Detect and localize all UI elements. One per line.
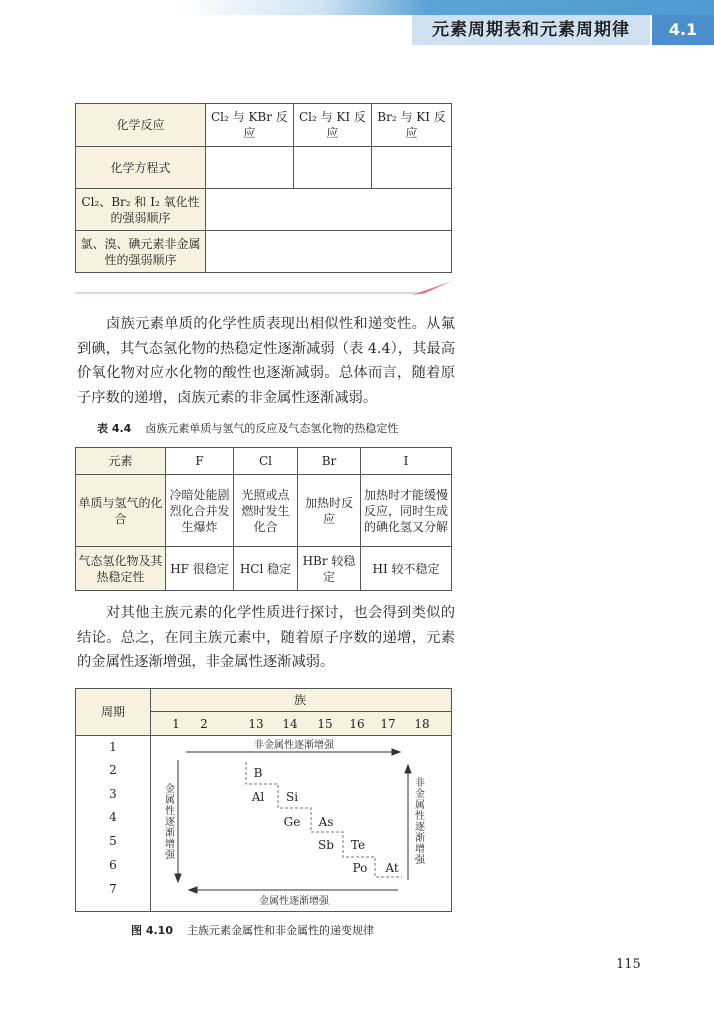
table-cell: HBr 较稳定 [298,547,361,591]
group-number: 15 [317,717,333,731]
group-number: 2 [200,717,208,731]
period-number: 5 [109,834,117,848]
row-label: Cl₂、Br₂ 和 I₂ 氧化性的强弱顺序 [76,189,206,231]
row-label: 气态氢化物及其热稳定性 [76,547,166,591]
table-header: I [361,448,452,475]
table-cell: 光照或点燃时发生化合 [234,475,298,547]
table-header: Cl [234,448,298,475]
period-number: 6 [109,858,117,872]
chapter-title: 元素周期表和元素周期律 [412,15,650,45]
element-symbol: Ge [283,815,301,829]
row-label: 化学方程式 [76,147,206,189]
period-number: 1 [109,740,117,754]
paragraph-2: 对其他主族元素的化学性质进行探讨，也会得到类似的结论。总之，在同主族元素中，随着原子序数的递增，元素的金属性逐渐增强，非金属性逐渐减弱。 [77,605,455,670]
period-number: 3 [109,787,117,801]
table-cell: 加热时才能缓慢反应，同时生成的碘化氢又分解 [361,475,452,547]
period-number: 2 [109,763,117,777]
element-symbol: As [318,815,334,829]
table-header: Br [298,448,361,475]
table-cell: 加热时反应 [298,475,361,547]
figure-number: 图 4.10 [131,924,173,937]
element-symbol: At [385,861,399,875]
table-header: 化学反应 [76,104,206,147]
bottom-arrow-label: 金属性逐渐增强 [259,896,329,907]
element-symbol: Si [285,790,299,804]
group-number: 18 [414,717,430,731]
group-number: 13 [248,717,264,731]
table-header: F [166,448,234,475]
group-number: 1 [172,717,180,731]
table-header: Br₂ 与 KI 反应 [372,104,452,147]
row-label: 氯、溴、碘元素非金属性的强弱顺序 [76,231,206,273]
table-cell: 冷暗处能剧烈化合并发生爆炸 [166,475,234,547]
table-cell: HI 较不稳定 [361,547,452,591]
right-arrow-label: 非金属性逐渐增强 [412,777,424,865]
table-cell: HCl 稳定 [234,547,298,591]
table-caption-text: 卤族元素单质与氢气的反应及气态氢化物的热稳定性 [145,422,399,435]
row-label: 单质与氢气的化合 [76,475,166,547]
table-number: 表 4.4 [97,422,132,435]
left-arrow-label: 金属性逐渐增强 [162,783,174,860]
page-number: 115 [616,957,641,972]
figure-caption-text: 主族元素金属性和非金属性的递变规律 [186,924,374,937]
element-symbol: Al [251,790,265,804]
group-number: 14 [282,717,298,731]
top-arrow-label: 非金属性逐渐增强 [254,740,334,751]
section-number: 4.1 [652,15,714,45]
group-header: 族 [293,693,307,707]
table-header: 元素 [76,448,166,475]
group-number: 17 [380,717,396,731]
element-symbol: Te [350,838,366,852]
element-symbol: B [253,766,263,780]
table-header: Cl₂ 与 KBr 反应 [206,104,294,147]
table-cell: HF 很稳定 [166,547,234,591]
group-number: 16 [349,717,365,731]
paragraph-1: 卤族元素单质的化学性质表现出相似性和递变性。从氟到碘，其气态氢化物的热稳定性逐渐减弱（表 4.4），其最高价氧化物对应水化物的酸性也逐渐减弱。总体而言，随着原子序数的递增，卤族元素的非金属性逐渐减弱。 [77,316,455,406]
period-number: 4 [109,810,117,824]
period-header: 周期 [100,705,126,719]
figure-caption [131,922,374,938]
element-symbol: Po [352,861,368,875]
period-number: 7 [109,882,117,896]
element-symbol: Sb [318,838,334,852]
table-header: Cl₂ 与 KI 反应 [293,104,371,147]
